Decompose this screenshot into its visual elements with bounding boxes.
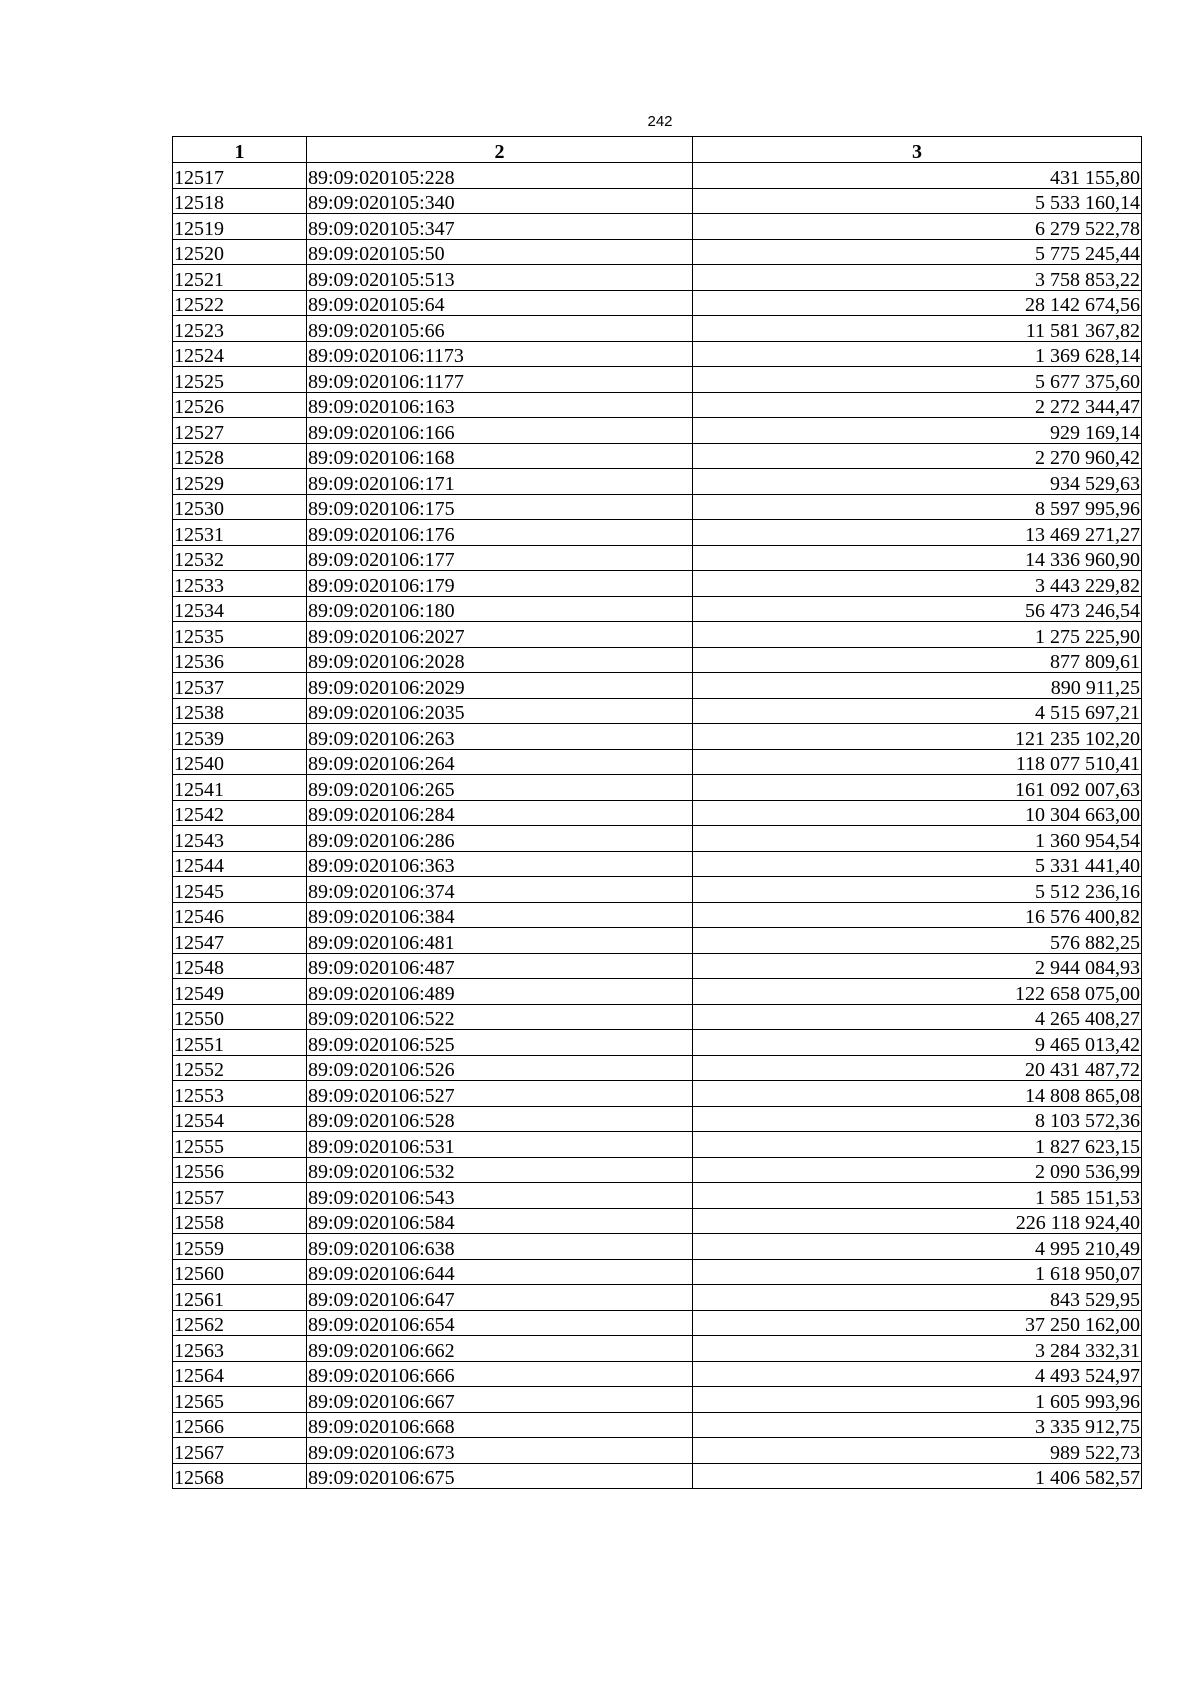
cadastral-value-cell: 4 265 408,27	[693, 1004, 1142, 1030]
row-number-cell: 12560	[173, 1259, 307, 1285]
cadastral-number-cell: 89:09:020105:66	[307, 316, 693, 342]
table-row	[173, 1387, 1142, 1413]
table-row	[173, 290, 1142, 316]
cadastral-value-cell: 2 272 344,47	[693, 392, 1142, 418]
cadastral-number-cell: 89:09:020106:2028	[307, 647, 693, 673]
table-row	[173, 239, 1142, 265]
cadastral-value-cell: 8 597 995,96	[693, 494, 1142, 520]
cadastral-value-cell: 877 809,61	[693, 647, 1142, 673]
row-number-cell: 12561	[173, 1285, 307, 1311]
cadastral-value-cell: 1 275 225,90	[693, 622, 1142, 648]
cadastral-value-cell: 14 808 865,08	[693, 1081, 1142, 1107]
cadastral-number-cell: 89:09:020105:50	[307, 239, 693, 265]
table-row	[173, 596, 1142, 622]
cadastral-number-cell: 89:09:020106:647	[307, 1285, 693, 1311]
cadastral-value-cell: 1 360 954,54	[693, 826, 1142, 852]
cadastral-value-cell: 5 775 245,44	[693, 239, 1142, 265]
row-number-cell: 12565	[173, 1387, 307, 1413]
table-row	[173, 443, 1142, 469]
table-row	[173, 622, 1142, 648]
cadastral-number-cell: 89:09:020106:177	[307, 545, 693, 571]
table-row	[173, 979, 1142, 1005]
cadastral-number-cell: 89:09:020106:666	[307, 1361, 693, 1387]
table-row	[173, 1208, 1142, 1234]
table-row	[173, 1412, 1142, 1438]
cadastral-number-cell: 89:09:020105:347	[307, 214, 693, 240]
cadastral-value-cell: 929 169,14	[693, 418, 1142, 444]
table-row	[173, 1157, 1142, 1183]
table-row	[173, 1030, 1142, 1056]
table-row	[173, 188, 1142, 214]
cadastral-value-cell: 1 406 582,57	[693, 1463, 1142, 1489]
table-row	[173, 1132, 1142, 1158]
row-number-cell: 12529	[173, 469, 307, 495]
cadastral-value-cell: 3 284 332,31	[693, 1336, 1142, 1362]
row-number-cell: 12555	[173, 1132, 307, 1158]
table-row	[173, 1285, 1142, 1311]
table-row	[173, 724, 1142, 750]
row-number-cell: 12522	[173, 290, 307, 316]
row-number-cell: 12567	[173, 1438, 307, 1464]
table-row	[173, 1259, 1142, 1285]
cadastral-number-cell: 89:09:020106:584	[307, 1208, 693, 1234]
table-row	[173, 877, 1142, 903]
row-number-cell: 12538	[173, 698, 307, 724]
row-number-cell: 12540	[173, 749, 307, 775]
cadastral-value-cell: 121 235 102,20	[693, 724, 1142, 750]
table-header	[173, 137, 1142, 163]
cadastral-value-cell: 431 155,80	[693, 163, 1142, 189]
cadastral-number-cell: 89:09:020106:384	[307, 902, 693, 928]
cadastral-number-cell: 89:09:020106:163	[307, 392, 693, 418]
cadastral-number-cell: 89:09:020106:531	[307, 1132, 693, 1158]
cadastral-value-cell: 226 118 924,40	[693, 1208, 1142, 1234]
cadastral-number-cell: 89:09:020106:180	[307, 596, 693, 622]
cadastral-number-cell: 89:09:020106:264	[307, 749, 693, 775]
cadastral-value-cell: 122 658 075,00	[693, 979, 1142, 1005]
row-number-cell: 12548	[173, 953, 307, 979]
cadastral-number-cell: 89:09:020106:673	[307, 1438, 693, 1464]
row-number-cell: 12547	[173, 928, 307, 954]
cadastral-number-cell: 89:09:020106:284	[307, 800, 693, 826]
cadastral-number-cell: 89:09:020106:654	[307, 1310, 693, 1336]
cadastral-value-table	[172, 136, 1142, 1489]
cadastral-value-cell: 4 995 210,49	[693, 1234, 1142, 1260]
cadastral-value-cell: 1 605 993,96	[693, 1387, 1142, 1413]
table-row	[173, 1234, 1142, 1260]
cadastral-value-cell: 5 331 441,40	[693, 851, 1142, 877]
cadastral-number-cell: 89:09:020106:171	[307, 469, 693, 495]
row-number-cell: 12519	[173, 214, 307, 240]
cadastral-value-cell: 3 758 853,22	[693, 265, 1142, 291]
table-row	[173, 367, 1142, 393]
cadastral-number-cell: 89:09:020105:340	[307, 188, 693, 214]
table-row	[173, 1463, 1142, 1489]
cadastral-value-cell: 934 529,63	[693, 469, 1142, 495]
row-number-cell: 12525	[173, 367, 307, 393]
row-number-cell: 12532	[173, 545, 307, 571]
cadastral-number-cell: 89:09:020106:1177	[307, 367, 693, 393]
cadastral-number-cell: 89:09:020106:263	[307, 724, 693, 750]
row-number-cell: 12550	[173, 1004, 307, 1030]
cadastral-value-cell: 9 465 013,42	[693, 1030, 1142, 1056]
row-number-cell: 12542	[173, 800, 307, 826]
header-col-3: 3	[693, 137, 1142, 163]
row-number-cell: 12552	[173, 1055, 307, 1081]
row-number-cell: 12523	[173, 316, 307, 342]
cadastral-number-cell: 89:09:020106:526	[307, 1055, 693, 1081]
table-row	[173, 1438, 1142, 1464]
cadastral-number-cell: 89:09:020106:481	[307, 928, 693, 954]
table-row	[173, 800, 1142, 826]
row-number-cell: 12563	[173, 1336, 307, 1362]
row-number-cell: 12556	[173, 1157, 307, 1183]
cadastral-number-cell: 89:09:020106:667	[307, 1387, 693, 1413]
table-row	[173, 341, 1142, 367]
table-row	[173, 418, 1142, 444]
row-number-cell: 12530	[173, 494, 307, 520]
cadastral-number-cell: 89:09:020106:668	[307, 1412, 693, 1438]
cadastral-value-cell: 161 092 007,63	[693, 775, 1142, 801]
row-number-cell: 12528	[173, 443, 307, 469]
table-row	[173, 698, 1142, 724]
table-body	[173, 163, 1142, 1489]
table-row	[173, 749, 1142, 775]
cadastral-value-cell: 8 103 572,36	[693, 1106, 1142, 1132]
cadastral-value-cell: 1 827 623,15	[693, 1132, 1142, 1158]
cadastral-number-cell: 89:09:020106:168	[307, 443, 693, 469]
row-number-cell: 12568	[173, 1463, 307, 1489]
table-row	[173, 265, 1142, 291]
cadastral-number-cell: 89:09:020106:543	[307, 1183, 693, 1209]
cadastral-value-cell: 890 911,25	[693, 673, 1142, 699]
table-row	[173, 1055, 1142, 1081]
cadastral-value-cell: 843 529,95	[693, 1285, 1142, 1311]
cadastral-number-cell: 89:09:020106:2027	[307, 622, 693, 648]
row-number-cell: 12524	[173, 341, 307, 367]
cadastral-value-cell: 5 512 236,16	[693, 877, 1142, 903]
cadastral-number-cell: 89:09:020106:179	[307, 571, 693, 597]
table-row	[173, 775, 1142, 801]
row-number-cell: 12533	[173, 571, 307, 597]
cadastral-number-cell: 89:09:020106:1173	[307, 341, 693, 367]
table-row	[173, 469, 1142, 495]
table-row	[173, 826, 1142, 852]
cadastral-number-cell: 89:09:020105:64	[307, 290, 693, 316]
row-number-cell: 12549	[173, 979, 307, 1005]
row-number-cell: 12518	[173, 188, 307, 214]
row-number-cell: 12554	[173, 1106, 307, 1132]
table-row	[173, 928, 1142, 954]
cadastral-number-cell: 89:09:020105:513	[307, 265, 693, 291]
cadastral-number-cell: 89:09:020105:228	[307, 163, 693, 189]
row-number-cell: 12562	[173, 1310, 307, 1336]
cadastral-value-cell: 16 576 400,82	[693, 902, 1142, 928]
row-number-cell: 12527	[173, 418, 307, 444]
table-row	[173, 545, 1142, 571]
cadastral-value-cell: 4 515 697,21	[693, 698, 1142, 724]
cadastral-number-cell: 89:09:020106:176	[307, 520, 693, 546]
cadastral-number-cell: 89:09:020106:2029	[307, 673, 693, 699]
row-number-cell: 12526	[173, 392, 307, 418]
cadastral-value-cell: 3 335 912,75	[693, 1412, 1142, 1438]
row-number-cell: 12551	[173, 1030, 307, 1056]
cadastral-value-cell: 1 585 151,53	[693, 1183, 1142, 1209]
cadastral-value-cell: 20 431 487,72	[693, 1055, 1142, 1081]
row-number-cell: 12557	[173, 1183, 307, 1209]
row-number-cell: 12539	[173, 724, 307, 750]
cadastral-number-cell: 89:09:020106:489	[307, 979, 693, 1005]
row-number-cell: 12537	[173, 673, 307, 699]
cadastral-value-cell: 576 882,25	[693, 928, 1142, 954]
row-number-cell: 12545	[173, 877, 307, 903]
row-number-cell: 12531	[173, 520, 307, 546]
table-row	[173, 1361, 1142, 1387]
table-row	[173, 1081, 1142, 1107]
cadastral-number-cell: 89:09:020106:286	[307, 826, 693, 852]
row-number-cell: 12566	[173, 1412, 307, 1438]
cadastral-value-cell: 1 618 950,07	[693, 1259, 1142, 1285]
row-number-cell: 12517	[173, 163, 307, 189]
cadastral-value-cell: 10 304 663,00	[693, 800, 1142, 826]
table-row	[173, 392, 1142, 418]
cadastral-value-cell: 3 443 229,82	[693, 571, 1142, 597]
row-number-cell: 12520	[173, 239, 307, 265]
cadastral-value-cell: 989 522,73	[693, 1438, 1142, 1464]
table-row	[173, 214, 1142, 240]
table-row	[173, 1310, 1142, 1336]
cadastral-value-cell: 14 336 960,90	[693, 545, 1142, 571]
table-row	[173, 902, 1142, 928]
table-row	[173, 1004, 1142, 1030]
cadastral-number-cell: 89:09:020106:2035	[307, 698, 693, 724]
table-row	[173, 163, 1142, 189]
table-row	[173, 1183, 1142, 1209]
cadastral-number-cell: 89:09:020106:522	[307, 1004, 693, 1030]
table-row	[173, 1336, 1142, 1362]
cadastral-value-cell: 2 090 536,99	[693, 1157, 1142, 1183]
cadastral-number-cell: 89:09:020106:363	[307, 851, 693, 877]
row-number-cell: 12544	[173, 851, 307, 877]
cadastral-value-cell: 5 533 160,14	[693, 188, 1142, 214]
cadastral-number-cell: 89:09:020106:166	[307, 418, 693, 444]
table-row	[173, 520, 1142, 546]
cadastral-number-cell: 89:09:020106:265	[307, 775, 693, 801]
table-row	[173, 316, 1142, 342]
cadastral-value-cell: 28 142 674,56	[693, 290, 1142, 316]
table-row	[173, 673, 1142, 699]
cadastral-number-cell: 89:09:020106:527	[307, 1081, 693, 1107]
cadastral-number-cell: 89:09:020106:675	[307, 1463, 693, 1489]
cadastral-value-cell: 11 581 367,82	[693, 316, 1142, 342]
row-number-cell: 12564	[173, 1361, 307, 1387]
cadastral-number-cell: 89:09:020106:528	[307, 1106, 693, 1132]
table-row	[173, 953, 1142, 979]
cadastral-value-cell: 1 369 628,14	[693, 341, 1142, 367]
cadastral-value-cell: 4 493 524,97	[693, 1361, 1142, 1387]
row-number-cell: 12559	[173, 1234, 307, 1260]
cadastral-number-cell: 89:09:020106:532	[307, 1157, 693, 1183]
cadastral-value-cell: 56 473 246,54	[693, 596, 1142, 622]
header-col-1: 1	[173, 137, 307, 163]
row-number-cell: 12553	[173, 1081, 307, 1107]
cadastral-value-cell: 5 677 375,60	[693, 367, 1142, 393]
row-number-cell: 12546	[173, 902, 307, 928]
page-number: 242	[647, 113, 673, 130]
table-row	[173, 571, 1142, 597]
header-row	[173, 137, 1142, 163]
cadastral-value-cell: 13 469 271,27	[693, 520, 1142, 546]
row-number-cell: 12543	[173, 826, 307, 852]
cadastral-number-cell: 89:09:020106:525	[307, 1030, 693, 1056]
cadastral-number-cell: 89:09:020106:487	[307, 953, 693, 979]
cadastral-number-cell: 89:09:020106:662	[307, 1336, 693, 1362]
header-col-2: 2	[307, 137, 693, 163]
table-row	[173, 494, 1142, 520]
table-row	[173, 851, 1142, 877]
row-number-cell: 12521	[173, 265, 307, 291]
cadastral-number-cell: 89:09:020106:374	[307, 877, 693, 903]
cadastral-number-cell: 89:09:020106:175	[307, 494, 693, 520]
row-number-cell: 12541	[173, 775, 307, 801]
cadastral-value-cell: 118 077 510,41	[693, 749, 1142, 775]
cadastral-number-cell: 89:09:020106:638	[307, 1234, 693, 1260]
cadastral-value-cell: 37 250 162,00	[693, 1310, 1142, 1336]
row-number-cell: 12536	[173, 647, 307, 673]
cadastral-value-cell: 2 270 960,42	[693, 443, 1142, 469]
row-number-cell: 12535	[173, 622, 307, 648]
cadastral-value-cell: 2 944 084,93	[693, 953, 1142, 979]
row-number-cell: 12558	[173, 1208, 307, 1234]
row-number-cell: 12534	[173, 596, 307, 622]
table-row	[173, 1106, 1142, 1132]
cadastral-number-cell: 89:09:020106:644	[307, 1259, 693, 1285]
table-row	[173, 647, 1142, 673]
cadastral-value-cell: 6 279 522,78	[693, 214, 1142, 240]
